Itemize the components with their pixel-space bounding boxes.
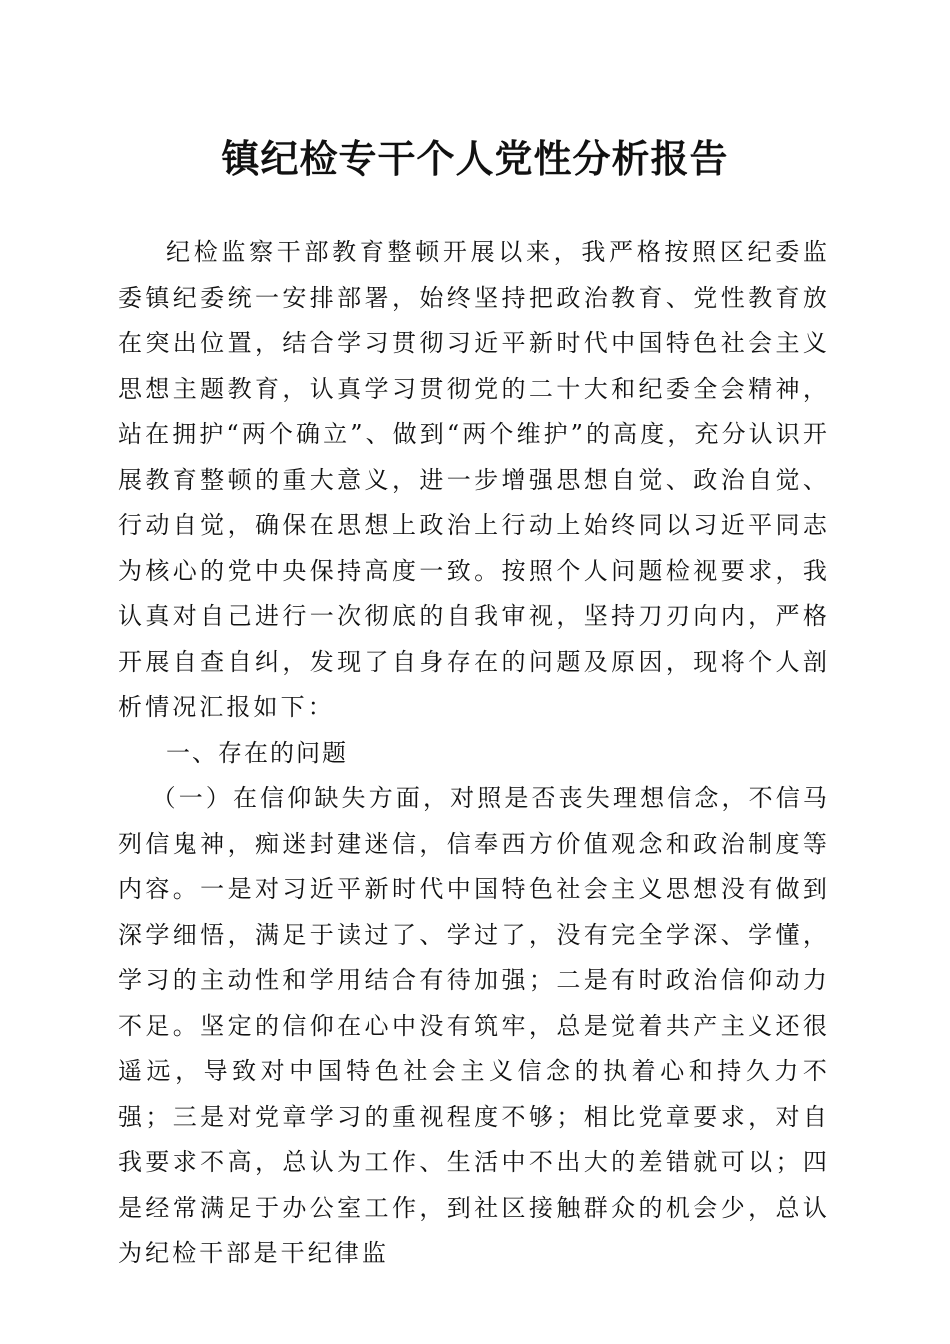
section-heading-problems: 一、存在的问题 bbox=[166, 738, 348, 767]
intro-paragraph: 纪检监察干部教育整顿开展以来，我严格按照区纪委监委镇纪委统一安排部署，始终坚持把政治教育、党性教育放在突出位置，结合学习贯彻习近平新时代中国特色社会主义思想主题教育，认真学习贯彻党的二十大和纪委全会精神，站在拥护“两个确立”、做到“两个维护”的高度，充分认识开展教育整顿的重大意义，进一步增强思想自觉、政治自觉、行动自觉，确保在思想上政治上行动上始终同以习近平同志为核心的党中央保持高度一致。按照个人问题检视要求，我认真对自己进行一次彻底的自我审视，坚持刀刃向内，严格开展自查自纠，发现了自身存在的问题及原因，现将个人剖析情况汇报如下： bbox=[118, 238, 830, 721]
problem-item-1-paragraph: （一）在信仰缺失方面，对照是否丧失理想信念，不信马列信鬼神，痴迷封建迷信，信奉西方价值观念和政治制度等内容。一是对习近平新时代中国特色社会主义思想没有做到深学细悟，满足于读过了、学过了，没有完全学深、学懂，学习的主动性和学用结合有待加强；二是有时政治信仰动力不足。坚定的信仰在心中没有筑牢，总是觉着共产主义还很遥远，导致对中国特色社会主义信念的执着心和持久力不强；三是对党章学习的重视程度不够；相比党章要求，对自我要求不高，总认为工作、生活中不出大的差错就可以；四是经常满足于办公室工作，到社区接触群众的机会少，总认为纪检干部是干纪律监 bbox=[118, 784, 830, 1267]
document-title: 镇纪检专干个人党性分析报告 bbox=[221, 136, 729, 181]
document-body bbox=[118, 230, 830, 1277]
